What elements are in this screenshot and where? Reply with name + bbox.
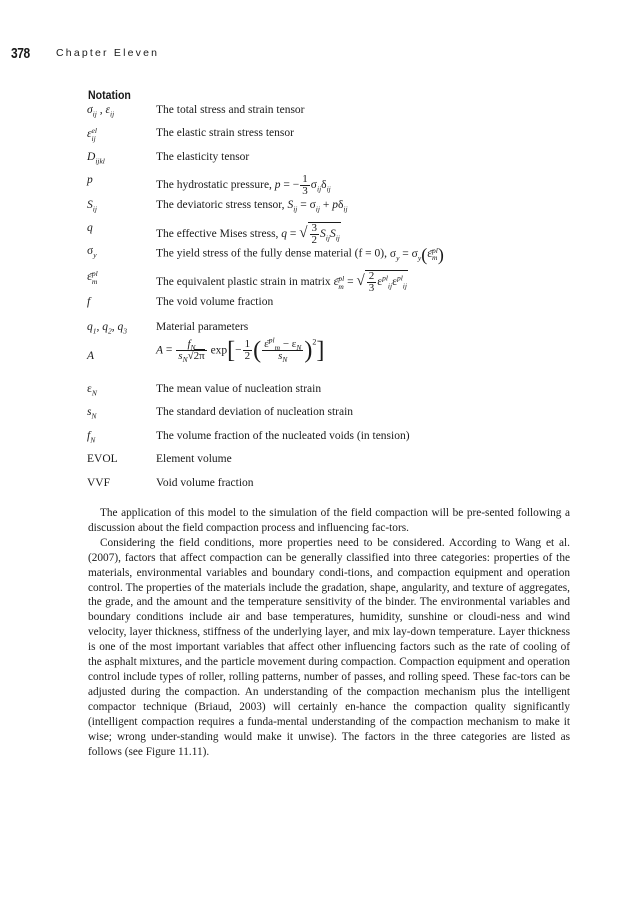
paragraph: The application of this model to the simulation of the field compaction will be pre-sented following a discussion about the field compaction process and influencing fac-tors. <box>88 507 570 534</box>
notation-symbol: ε el ij <box>87 126 97 143</box>
notation-description: The elasticity tensor <box>156 151 250 163</box>
notation-description: Material parameters <box>156 321 249 333</box>
notation-description: The elastic strain stress tensor <box>156 127 294 139</box>
notation-description: The yield stress of the fully dense material (f = 0), $\sigma_y$ = $\sigma_y(\varepsilon̄$ pl m ) <box>156 244 444 264</box>
mises-stress-formula: q = √ $\frac{3}{2}$ $S_{ij}S_{ij}$ <box>281 222 340 246</box>
notation-description: The hydrostatic pressure, p = − $\frac{1}{3}$ $\sigma_{ij}\delta_{ij}$ <box>156 173 331 197</box>
notation-symbol: q <box>87 222 93 234</box>
deviatoric-stress-formula: $S_{ij} = \sigma_{ij} + p\delta_{ij}$ <box>287 199 348 214</box>
notation-description: The effective Mises stress, q = √ $\frac{3}{2}$ $S_{ij}S_{ij}$ <box>156 222 340 246</box>
chapter-title: Chapter Eleven <box>56 47 160 59</box>
notation-symbol: VVF <box>87 477 111 489</box>
notation-description: The void volume fraction <box>156 296 274 308</box>
yield-stress-formula: $\sigma_y$ = $\sigma_y(\varepsilon̄$ pl m ) <box>389 244 444 264</box>
page-number: 378 <box>11 45 30 62</box>
page-header <box>11 45 160 65</box>
notation-description: The deviatoric stress tensor, $S_{ij} = \sigma_{ij} + p\delta_{ij}$ <box>156 199 348 214</box>
notation-symbol: $f_N$ <box>87 430 96 445</box>
notation-symbol: $S_{ij}$ <box>87 199 97 214</box>
notation-symbol: A <box>87 350 95 362</box>
notation-symbol: $s_N$ <box>87 406 97 421</box>
notation-symbol: $\sigma_{ij}$ , $\varepsilon_{ij}$ <box>87 104 115 119</box>
notation-symbol: $\varepsilon_N$ <box>87 383 97 398</box>
notation-symbol: $\sigma_y$ <box>87 245 97 260</box>
notation-symbol: EVOL <box>87 453 118 465</box>
notation-description: The standard deviation of nucleation strain <box>156 406 354 418</box>
notation-description: The total stress and strain tensor <box>156 104 305 116</box>
notation-symbol: ε̄ pl m <box>87 269 98 286</box>
notation-description: Element volume <box>156 453 232 465</box>
hydrostatic-pressure-formula: p = − $\frac{1}{3}$ $\sigma_{ij}\delta_{ij}$ <box>274 173 331 197</box>
notation-symbol: $D_{ijkl}$ <box>87 151 105 166</box>
notation-description: The volume fraction of the nucleated voids (in tension) <box>156 430 410 442</box>
notation-description: The mean value of nucleation strain <box>156 383 322 395</box>
notation-symbol: $q_1$, $q_2$, $q_3$ <box>87 321 127 336</box>
notation-symbol: f <box>87 296 91 308</box>
nucleation-formula: A = $\frac{f_N}{s_N√2\pi}$ exp[− $\frac{1}{2}$ ( $\frac{\varepsilon̄^{pl}_m - \varepsilon_N}{s_N}$ )$^2$] <box>156 334 325 364</box>
notation-description: The equivalent plastic strain in matrix ε̄ pl m = √ $\frac{2}{3}$ $\varepsilon^{pl}_{ij}\varepsilon^{pl}_{ij}$ <box>156 270 407 294</box>
paragraph: Considering the field conditions, more properties need to be considered. According to Wang et al. (2007), factors that affect compaction can be generally classified into three categories: properties of the materials, environmental variables and boundary condi-tions, and compaction equipment and operation control. The properties of the materials include the gradation, shape, angularity, and texture of aggregates, the grade, and the amount and the temperature sensitivity of the binder. The environmental variables and boundary conditions include air and base temperatures, humidity, sunshine or cloudi-ness and wind velocity, layer thickness, stiffness of the underlying layer, and mix lay-down temperature. Layer thickness is one of the most important variables that affect other influencing factors such as the rate of cooling of the asphalt mixtures, and the particle movement during compaction. Compaction equipment and operation control include types of roller, rolling patterns, number of passes, and rolling speed. These fac-tors can be adjusted during the compaction. An understanding of the compaction mechanism plus the intelligent compactor technique (Briaud, 2003) will certainly en-hance the compaction quality significantly (intelligent compaction requires a funda-mental understanding of the compaction mechanism to make it wise; wrong under-standing would make it unwise). The factors in the three categories are listed as follows (see Figure 11.11). <box>88 536 570 758</box>
notation-symbol: p <box>87 174 93 186</box>
notation-description: Void volume fraction <box>156 477 254 489</box>
notation-description <box>156 334 325 364</box>
equivalent-plastic-strain-formula: ε̄ pl m = √ $\frac{2}{3}$ $\varepsilon^{pl}_{ij}\varepsilon^{pl}_{ij}$ <box>333 270 407 294</box>
notation-heading: Notation <box>88 90 131 102</box>
body-text <box>88 506 570 759</box>
